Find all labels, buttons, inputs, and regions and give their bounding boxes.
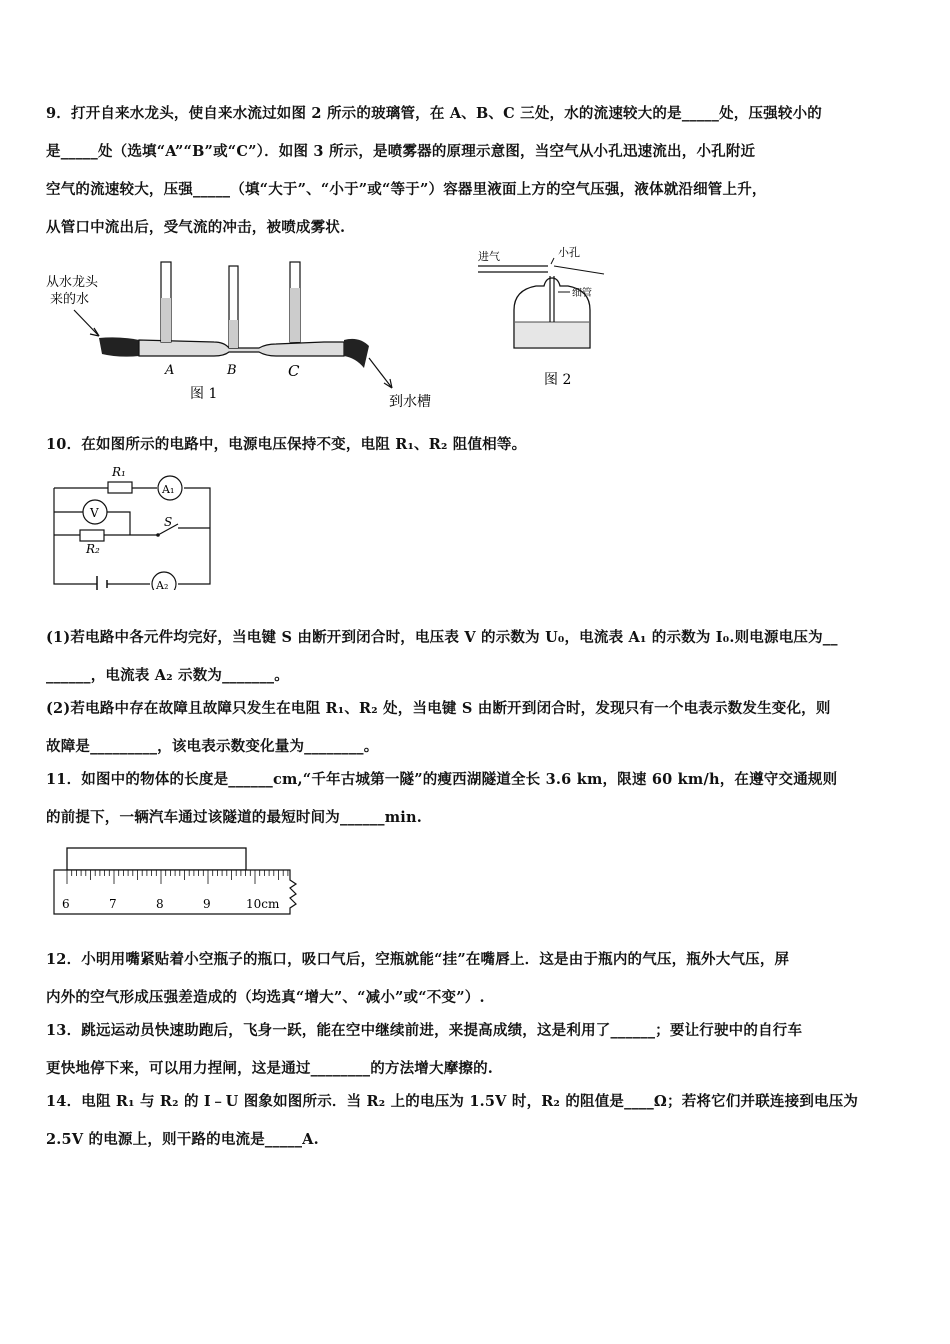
- q9-line-4: 从管口中流出后，受气流的冲击，被喷成雾状.: [46, 219, 346, 236]
- ruler-object: [67, 848, 246, 870]
- q11-line-1: 11．如图中的物体的长度是______cm,“千年古城第一隧”的瘦西湖隧道全长 3.6 km，限速 60 km/h，在遵守交通规则: [46, 771, 838, 788]
- q10-part1-line-2: ______，电流表 A₂ 示数为_______。: [46, 667, 289, 684]
- q9-line-2: 是_____处（选填“A”“B”或“C”）．如图 3 所示，是喷雾器的原理示意图，当空气从小孔迅速流出，小孔附近: [46, 143, 756, 160]
- fig2-hole-label: 小孔: [558, 246, 580, 259]
- ruler-tick-9: 9: [203, 897, 211, 911]
- fig2-tube-label: 细管: [572, 288, 592, 299]
- fig2-air-pipe: [478, 266, 548, 272]
- circuit-battery: [97, 576, 107, 590]
- circuit-label-a2: A₂: [156, 579, 169, 590]
- circuit-label-a1: A₁: [162, 483, 175, 496]
- circuit-label-s: S: [164, 515, 173, 529]
- q10-stem: 10．在如图所示的电路中，电源电压保持不变，电阻 R₁、R₂ 阻值相等。: [46, 436, 527, 453]
- q10-part2-line-1: (2)若电路中存在故障且故障只发生在电阻 R₁、R₂ 处，当电键 S 由断开到闭合时，发现只有一个电表示数发生变化，则: [46, 700, 831, 717]
- q14-line-2: 2.5V 的电源上，则干路的电流是_____A.: [46, 1131, 319, 1148]
- fig1-label-c: C: [288, 362, 300, 380]
- fig1-drain-label: 到水槽: [389, 394, 431, 410]
- circuit-resistor-r1: [108, 482, 132, 493]
- q10-part2-line-2: 故障是_________，该电表示数变化量为________。: [46, 738, 379, 755]
- q12-line-2: 内外的空气形成压强差造成的（均选真“增大”、“减小”或“不变”）.: [46, 989, 485, 1006]
- q14-line-1: 14．电阻 R₁ 与 R₂ 的 I﹣U 图象如图所示．当 R₂ 上的电压为 1.5V 时，R₂ 的阻值是____Ω；若将它们并联连接到电压为: [46, 1093, 859, 1110]
- q11-line-2: 的前提下，一辆汽车通过该隧道的最短时间为______min.: [46, 809, 422, 826]
- circuit-wire: [54, 488, 210, 584]
- fig1-caption: 图 1: [190, 386, 218, 402]
- q10-part1-line-1: (1)若电路中各元件均完好，当电键 S 由断开到闭合时，电压表 V 的示数为 U₀，电流表 A₁ 的示数为 I₀.则电源电压为__: [46, 629, 838, 646]
- fig1-label-a: A: [165, 363, 175, 378]
- fig1-hose-left: [99, 337, 139, 356]
- circuit-label-r1: R₁: [112, 465, 126, 479]
- fig1-arrow-in: [74, 310, 99, 336]
- circuit-resistor-r2: [80, 530, 104, 541]
- q13-line-2: 更快地停下来，可以用力捏闸，这是通过________的方法增大摩擦的.: [46, 1060, 494, 1077]
- ruler-tick-6: 6: [62, 897, 70, 911]
- fig1-source-label-1: 从水龙头: [46, 275, 99, 290]
- fig2-caption: 图 2: [544, 372, 572, 388]
- q9-line-1: 9．打开自来水龙头，使自来水流过如图 2 所示的玻璃管，在 A、B、C 三处，水的流速较大的是_____处，压强较小的: [46, 105, 822, 122]
- q9-line-3: 空气的流速较大，压强_____（填“大于”、“小于”或“等于”）容器里液面上方的空气压强，液体就沿细管上升，: [46, 181, 767, 198]
- figure-ruler: [50, 846, 300, 920]
- fig2-intake-label: 进气: [478, 250, 500, 263]
- q12-line-1: 12．小明用嘴紧贴着小空瓶子的瓶口，吸口气后，空瓶就能“挂”在嘴唇上．这是由于瓶内的气压，瓶外大气压，屏: [46, 951, 790, 968]
- fig1-hose-right: [344, 339, 369, 368]
- ruler-tick-10: 10cm: [246, 897, 280, 911]
- fig1-arrow-out: [369, 358, 392, 388]
- ruler-tick-8: 8: [156, 897, 164, 911]
- figure-glass-tube: [44, 258, 444, 413]
- fig2-tube: [550, 276, 554, 326]
- circuit-label-r2: R₂: [86, 542, 100, 556]
- fig2-liquid: [515, 322, 589, 347]
- fig1-source-label-2: 来的水: [50, 292, 90, 307]
- figure-circuit: [50, 462, 220, 590]
- fig1-label-b: B: [227, 363, 237, 378]
- q13-line-1: 13．跳远运动员快速助跑后，飞身一跃，能在空中继续前进，来提高成绩，这是利用了______；要让行驶中的自行车: [46, 1022, 803, 1039]
- figure-sprayer: [474, 244, 614, 394]
- circuit-label-v: V: [90, 506, 99, 520]
- ruler-tick-7: 7: [109, 897, 117, 911]
